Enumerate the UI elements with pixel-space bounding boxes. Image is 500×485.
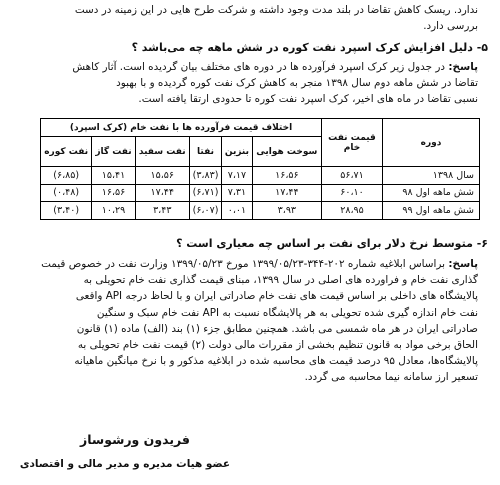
cell-gasoline: ۷،۳۱: [222, 184, 253, 202]
intro-line: ندارد. ریسک کاهش تقاضا در بلند مدت وجود داشته و شرکت طرح هایی در این زمینه در دست: [74, 4, 478, 16]
cell-fuel-oil: (۶،۸۵): [41, 167, 92, 185]
cell-period: شش ماهه اول ۹۸: [383, 184, 480, 202]
answer-label: پاسخ:: [448, 61, 478, 73]
question-5-answer: [26, 59, 478, 108]
answer-line: نسبی تقاضا در ماه های اخیر، کرک اسپرد نفت کوره تا حدودی ارتقا یافته است.: [138, 93, 478, 106]
answer-line: پالایشگاه‌ها، معادل ۹۵ درصد قیمت های محاسبه شده در ابلاغیه مذکور و با نرخ میانگین ماهیانه: [74, 355, 478, 368]
cell-naphtha: (۳،۸۳): [189, 167, 221, 185]
question-5-heading: ۵- دلیل افزایش کرک اسپرد نفت کوره در شش ماهه چه می‌باشد ؟: [131, 41, 488, 54]
question-6-heading: ۶- متوسط نرخ دلار برای نفت بر اساس چه معیاری است ؟: [176, 237, 488, 250]
answer-line: صادراتی ایران در هر ماه شمسی می باشد. همچنین مطابق جزء (۱) بند (الف) ماده (۱) قانون: [76, 322, 478, 335]
answer-line: نفت خام اندازه گیری شده تحویلی به هر پالایشگاه نسبت به API نفت خام سبک و سنگین: [96, 306, 478, 319]
cell-gasoil: ۱۶،۵۶: [92, 184, 135, 202]
col-header-jet-fuel: سوخت هوایی: [252, 137, 321, 167]
col-header-naphtha: نفتا: [189, 137, 221, 167]
cell-naphtha: (۶،۰۷): [189, 202, 221, 220]
cell-kerosene: ۳،۴۳: [135, 202, 189, 220]
col-header-period: دوره: [383, 119, 480, 167]
question-6-answer: [26, 256, 478, 386]
cell-kerosene: ۱۷،۴۴: [135, 184, 189, 202]
cell-gasoil: ۱۰،۲۹: [92, 202, 135, 220]
cell-gasoil: ۱۵،۴۱: [92, 167, 135, 185]
answer-line: پالایشگاه های داخلی بر اساس قیمت های نفت خام صادراتی ایران و با لحاظ درجه API واقعی: [75, 290, 478, 303]
cell-fuel-oil: (۰،۴۸): [41, 184, 92, 202]
cell-jet-fuel: ۱۷،۴۴: [252, 184, 321, 202]
signatory-name: فریدون ورشوساز: [80, 432, 190, 447]
answer-line: الحاق برخی مواد به قانون تنظیم بخشی از مقررات مالی دولت (۲) قیمت نفت خام تحویلی به: [77, 339, 478, 352]
cell-kerosene: ۱۵،۵۶: [135, 167, 189, 185]
cell-crude-price: ۶۰،۱۰: [322, 184, 383, 202]
cell-naphtha: (۶،۷۱): [189, 184, 221, 202]
intro-paragraph: [26, 2, 478, 34]
intro-line: بررسی دارد.: [423, 20, 478, 33]
answer-line: پاسخ: در جدول زیر کرک اسپرد فرآورده ها در دوره های مختلف بیان گردیده است. آثار کاهش: [72, 61, 478, 73]
table-row: [41, 167, 480, 185]
cell-period: سال ۱۳۹۸: [383, 167, 480, 185]
col-header-gasoline: بنزین: [222, 137, 253, 167]
table-row: [41, 184, 480, 202]
answer-line: پاسخ: براساس ابلاغیه شماره ۲۰۲-۳۴۴-۱۳۹۹/۰۵/۲۳ مورخ ۱۳۹۹/۰۵/۲۳ وزارت نفت در خصوص قیمت: [41, 258, 478, 270]
group-header: اختلاف قیمت فرآورده ها با نفت خام (کرک اسپرد): [41, 119, 322, 137]
crack-spread-table: [40, 118, 480, 220]
cell-crude-price: ۵۶،۷۱: [322, 167, 383, 185]
answer-line: تقاضا در شش ماهه دوم سال ۱۳۹۸ منجر به کاهش کرک نفت کوره گردیده و با بهبود: [116, 77, 478, 90]
answer-line: تسعیر ارز سامانه نیما محاسبه می گردد.: [304, 371, 478, 384]
cell-jet-fuel: ۱۶،۵۶: [252, 167, 321, 185]
cell-jet-fuel: ۳،۹۳: [252, 202, 321, 220]
col-header-crude-price: قیمت نفت خام: [322, 119, 383, 167]
cell-fuel-oil: (۳،۴۰): [41, 202, 92, 220]
signatory-title: عضو هیات مدیره و مدیر مالی و اقتصادی: [19, 458, 230, 470]
cell-gasoline: ۷،۱۷: [222, 167, 253, 185]
table-row: [41, 202, 480, 220]
answer-line: گذاری نفت خام و فراورده های اصلی در سال ۱۳۹۹، مبنای قیمت گذاری نفت خام تحویلی به: [83, 274, 478, 287]
col-header-fuel-oil: نفت کوره: [41, 137, 92, 167]
cell-crude-price: ۲۸،۹۵: [322, 202, 383, 220]
col-header-gasoil: نفت گاز: [92, 137, 135, 167]
answer-label: پاسخ:: [448, 258, 478, 270]
cell-gasoline: ۰،۰۱: [222, 202, 253, 220]
cell-period: شش ماهه اول ۹۹: [383, 202, 480, 220]
col-header-kerosene: نفت سفید: [135, 137, 189, 167]
